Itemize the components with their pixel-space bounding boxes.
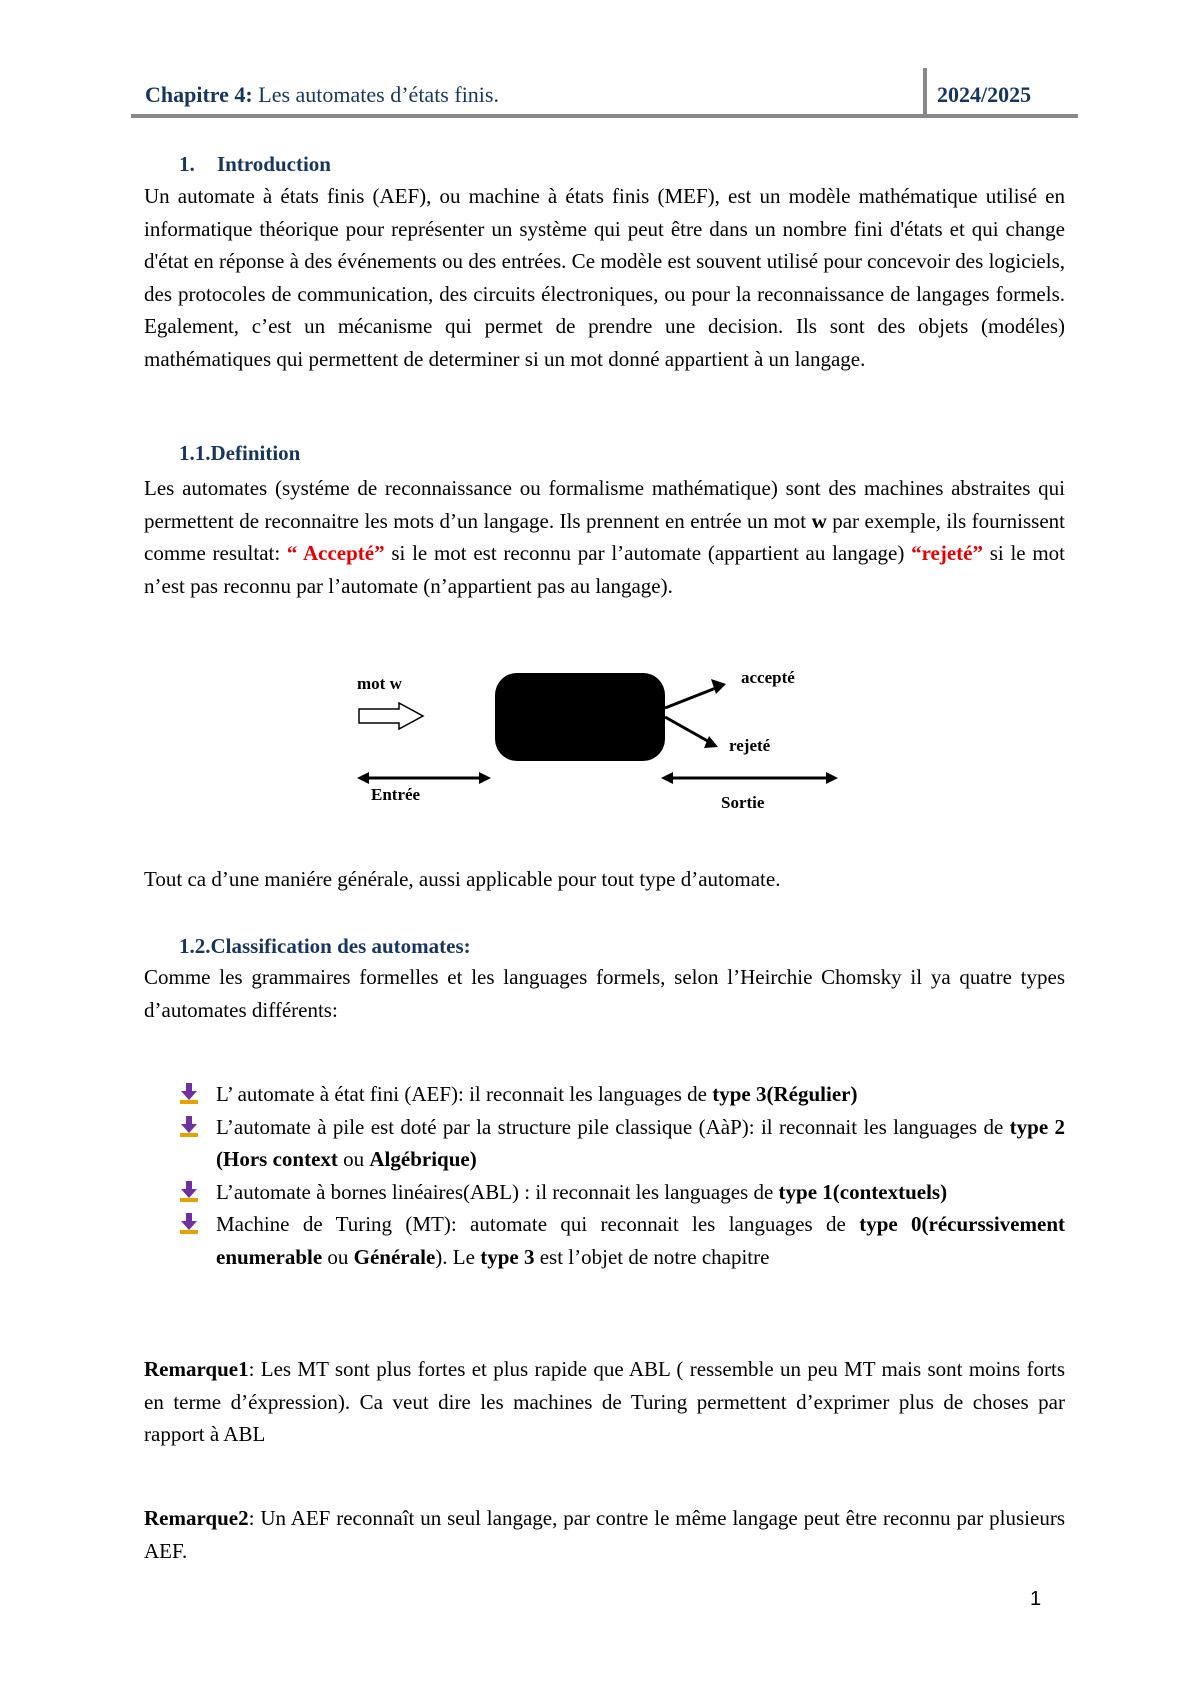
input-arrow [359,703,423,729]
list-item [179,1111,1065,1176]
list-item-text: L’automate à bornes linéaires(ABL) : il reconnait les languages de [216,1179,779,1204]
definition-paragraph [144,472,1065,602]
arrow-bullet-icon [179,1083,199,1105]
arrow-bullet-icon [179,1116,199,1138]
list-item-bold: type 3 [480,1244,535,1269]
page-number: 1 [1030,1588,1042,1610]
reject-arrow-head [704,736,718,748]
list-item-bold: Générale [353,1244,436,1269]
chapter-name: Les automates d’états finis. [252,82,499,107]
list-item-text: ou [322,1244,354,1269]
list-item-text: est l’objet de notre chapitre [534,1244,770,1269]
section-heading-introduction [179,152,331,177]
list-item [179,1208,1065,1273]
chapter-title [145,82,499,108]
intro-paragraph: Un automate à états finis (AEF), ou machine à états finis (MEF), est un modèle mathématique utilisé en informatique théorique pour représenter un système qui peut être dans un nombre fini d'états et qui change d'état en réponse à des événements ou des entrées. Ce modèle est souvent utilisé pour concevoir des logiciels, des protocoles de communication, des circuits électroniques, ou pour la reconnaissance de langages formels. Egalement, c’est un mécanisme qui permet de prendre une decision. Ils sont des objets (modéles) mathématiques qui permettent de determiner si un mot donné appartient à un langage. [144,184,1065,371]
entree-arrow-left [357,772,369,784]
list-item-bold: type 0(récurssivement enumerable [216,1212,1065,1269]
accept-arrow-head [711,679,726,694]
diagram-note: Tout ca d’une maniére générale, aussi applicable pour tout type d’automate. [144,867,781,891]
list-item-text: ). Le [435,1244,481,1269]
list-item-text: Machine de Turing (MT): automate qui reconnait les languages de [216,1212,860,1236]
accept-label: accepté [741,668,795,687]
list-item-bold: Algébrique) [369,1147,477,1171]
definition-text-1: Les automates (systéme de reconnaissance ou formalisme mathématique) sont des machines abstraites qui permettent de reconnaitre les mots d’un langage. Ils prennent en entrée un mot [144,476,1065,533]
list-item-bold: type 3(Régulier) [712,1082,858,1106]
automaton-diagram [357,663,843,823]
automaton-box [495,673,665,761]
classification-intro: Comme les grammaires formelles et les languages formels, selon l’Heirchie Chomsky il ya quatre types d’automates différents: [144,965,1065,1022]
accept-arrow-line [665,686,721,708]
arrow-bullet-icon [179,1213,199,1235]
list-item [179,1176,1065,1209]
definition-text-2: par exemple, ils fournissent comme resultat: [144,508,1065,565]
list-item-bold: type 2 (Hors context [216,1114,1065,1171]
list-item-text: L’automate à pile est doté par la structure pile classique (AàP): il reconnait les languages de [216,1114,1010,1139]
section-number: 1. [179,152,195,176]
reject-label: rejeté [729,736,771,755]
remark-1-text: : Les MT sont plus fortes et plus rapide que ABL ( ressemble un peu MT mais sont moins forts en terme d’éxpression). Ca veut dire les machines de Turing permettent d’exprimer plus de choses par rapport à ABL [144,1357,1065,1446]
sortie-arrow-left [661,772,673,784]
entree-arrow-right [479,772,491,784]
diagram-svg [357,663,843,823]
sortie-arrow-right [826,772,838,784]
header-rule [131,114,1078,118]
list-item-text: L’ automate à état fini (AEF): il reconnait les languages de [216,1082,713,1106]
remark-2-label: Remarque2 [144,1506,249,1530]
definition-text-3: si le mot est reconnu par l’automate (appartient au langage) [384,541,912,565]
remark-2-text: : Un AEF reconnaît un seul langage, par contre le même langage peut être reconnu par plusieurs AEF. [144,1506,1065,1563]
rejected-term: “rejeté” [911,541,983,565]
academic-year: 2024/2025 [937,82,1032,107]
entree-label: Entrée [371,785,421,804]
header-divider [923,68,927,118]
list-item [179,1078,1065,1111]
section-title: Introduction [217,152,331,176]
arrow-bullet-icon [179,1181,199,1203]
chapter-label: Chapitre 4: [145,82,253,107]
remark-1-label: Remarque1 [144,1357,249,1381]
sortie-label: Sortie [721,793,765,812]
list-item-text: ou [337,1147,370,1171]
accepted-term: “ Accepté” [286,541,385,565]
definition-text-4: si le mot n’est pas reconnu par l’automate (n’appartient pas au langage). [144,541,1065,598]
word-w: w [811,508,827,533]
section-heading-definition: 1.1.Definition [179,441,301,465]
section-heading-classification: 1.2.Classification des automates: [179,934,471,958]
automata-type-list [179,1078,1065,1273]
remark-2 [144,1502,1065,1567]
list-item-bold: type 1(contextuels) [778,1179,948,1204]
input-label: mot w [357,674,402,693]
page-header [131,68,1078,118]
reject-arrow-line [665,717,713,744]
remark-1 [144,1353,1065,1451]
